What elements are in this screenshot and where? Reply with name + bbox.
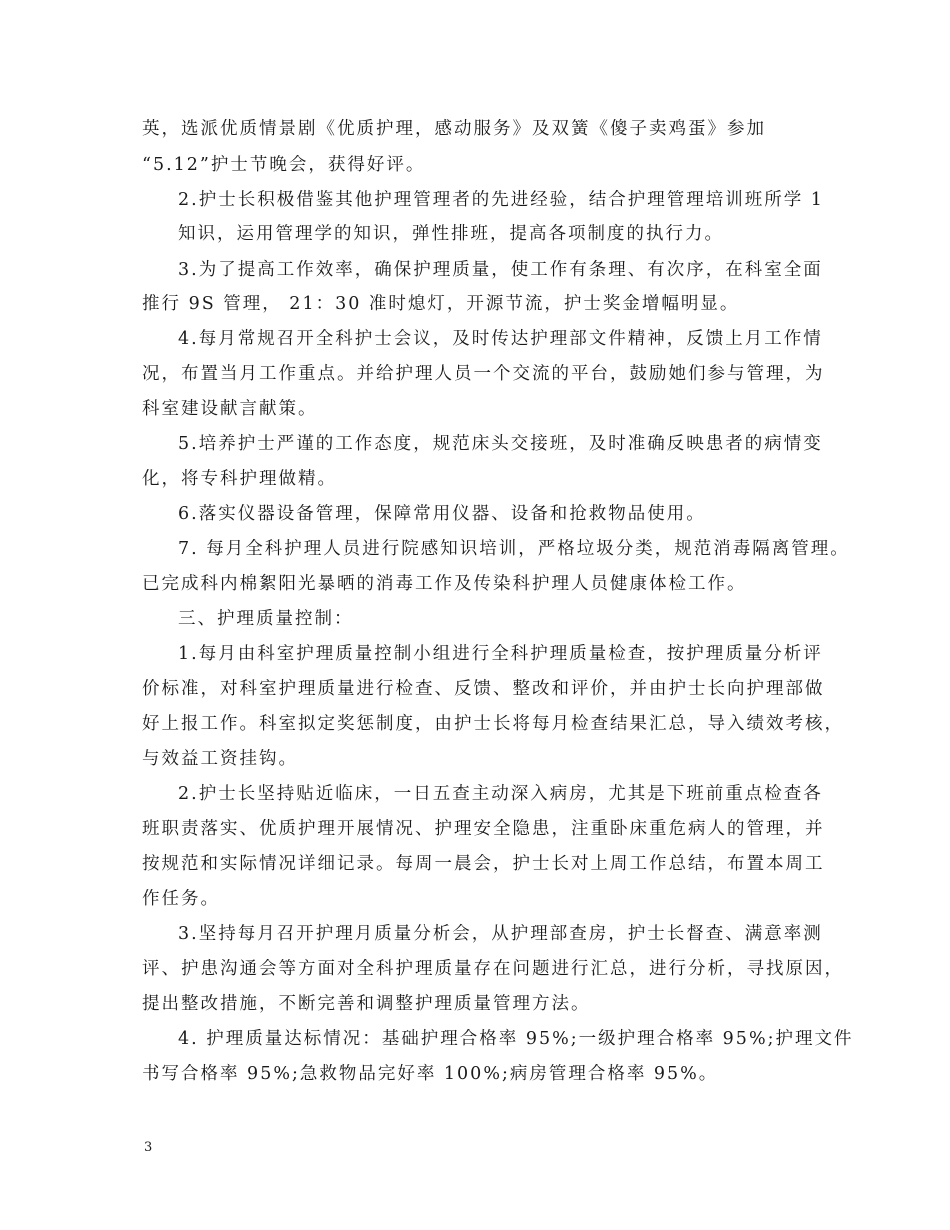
text-line: 5.培养护士严谨的工作态度，规范床头交接班，及时准确反映患者的病情变 [178, 434, 823, 454]
text-line: 况，布置当月工作重点。并给护理人员一个交流的平台，鼓励她们参与管理，为 [142, 364, 825, 384]
text-line: 班职责落实、优质护理开展情况、护理安全隐患，注重卧床重危病人的管理，并 [142, 819, 825, 839]
text-line: 已完成科内棉絮阳光暴晒的消毒工作及传染科护理人员健康体检工作。 [142, 574, 747, 594]
section-heading: 三、护理质量控制： [178, 609, 354, 629]
text-line: 评、护患沟通会等方面对全科护理质量存在问题进行汇总，进行分析，寻找原因， [142, 959, 844, 979]
text-line: 3.坚持每月召开护理月质量分析会，从护理部查房，护士长督查、满意率测 [178, 924, 823, 944]
text-line: 好上报工作。科室拟定奖惩制度，由护士长将每月检查结果汇总，导入绩效考核， [142, 714, 844, 734]
text-line: 2.护士长积极借鉴其他护理管理者的先进经验，结合护理管理培训班所学 1 [178, 190, 824, 210]
text-line: 1.每月由科室护理质量控制小组进行全科护理质量检查，按护理质量分析评 [178, 644, 823, 664]
text-line: 2.护士长坚持贴近临床，一日五查主动深入病房，尤其是下班前重点检查各 [178, 784, 823, 804]
text-line: 6.落实仪器设备管理，保障常用仪器、设备和抢救物品使用。 [178, 504, 706, 524]
text-line: 7. 每月全科护理人员进行院感知识培训，严格垃圾分类，规范消毒隔离管理。 [178, 539, 850, 559]
text-line: 知识，运用管理学的知识，弹性排班，提高各项制度的执行力。 [178, 224, 724, 244]
text-line: 3.为了提高工作效率，确保护理质量，使工作有条理、有次序，在科室全面 [178, 260, 823, 280]
text-line: 提出整改措施，不断完善和调整护理质量管理方法。 [142, 994, 591, 1014]
text-line: 4. 护理质量达标情况：基础护理合格率 95%;一级护理合格率 95%;护理文件 [178, 1029, 854, 1049]
text-line: 英，选派优质情景剧《优质护理，感动服务》及双簧《傻子卖鸡蛋》参加 [142, 119, 766, 139]
text-line: 作任务。 [142, 889, 220, 909]
page-number: 3 [144, 1140, 153, 1155]
text-line: 4.每月常规召开全科护士会议，及时传达护理部文件精神，反馈上月工作情 [178, 329, 823, 349]
text-line: “5.12”护士节晚会，获得好评。 [142, 155, 426, 175]
text-line: 与效益工资挂钩。 [142, 749, 298, 769]
text-line: 按规范和实际情况详细记录。每周一晨会，护士长对上周工作总结，布置本周工 [142, 854, 825, 874]
text-line: 书写合格率 95%;急救物品完好率 100%;病房管理合格率 95%。 [142, 1064, 719, 1084]
text-line: 科室建设献言献策。 [142, 399, 318, 419]
text-line: 化，将专科护理做精。 [142, 469, 337, 489]
text-line: 推行 9S 管理， 21：30 准时熄灯，开源节流，护士奖金增幅明显。 [142, 294, 740, 314]
text-line: 价标准，对科室护理质量进行检查、反馈、整改和评价，并由护士长向护理部做 [142, 679, 825, 699]
